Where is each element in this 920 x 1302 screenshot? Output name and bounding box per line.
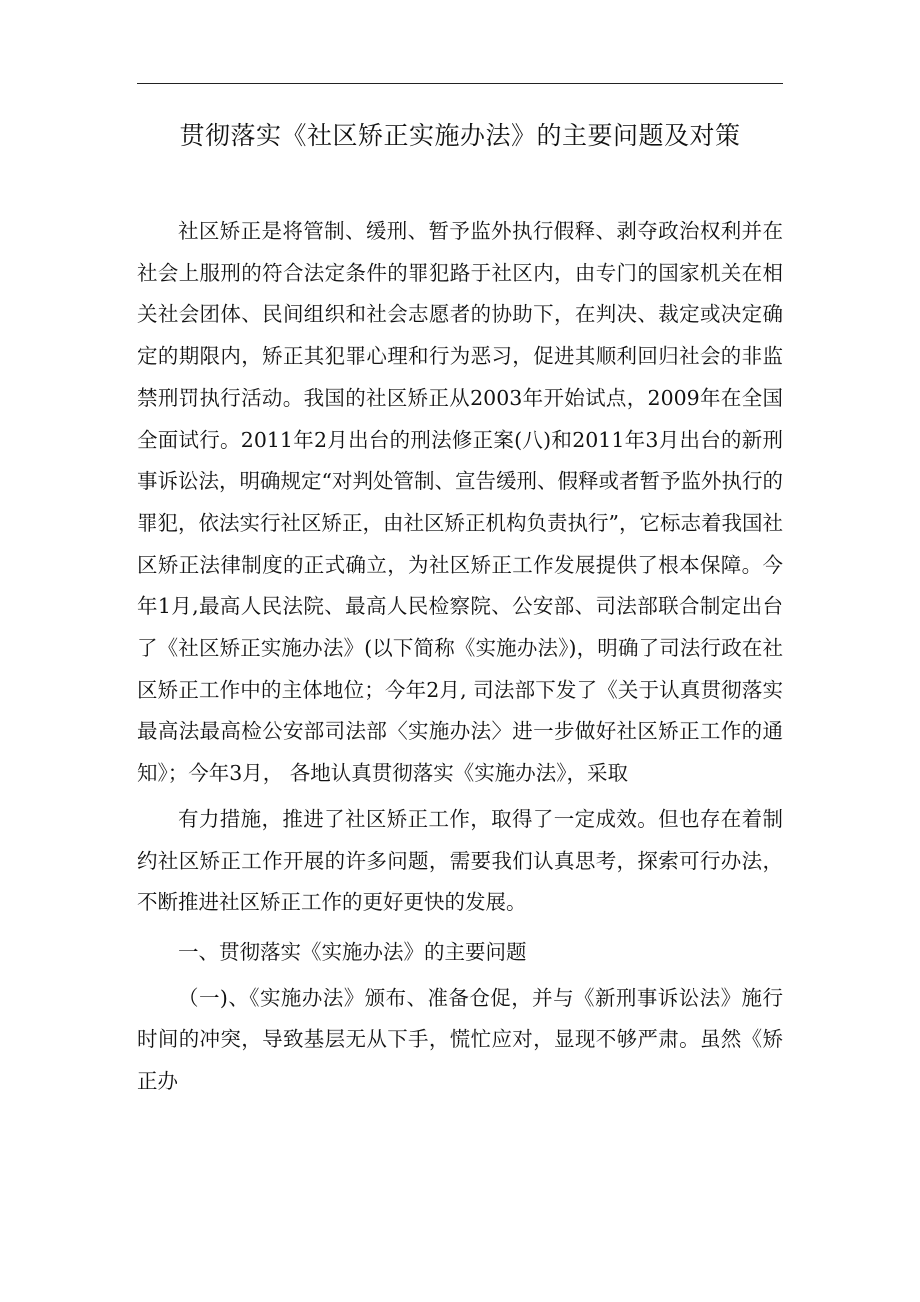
paragraph-measures: 有力措施，推进了社区矫正工作，取得了一定成效。但也存在着制约社区矫正工作开展的许多问题，需要我们认真思考，探索可行办法，不断推进社区矫正工作的更好更快的发展。 bbox=[137, 806, 783, 915]
paragraph-intro: 社区矫正是将管制、缓刑、暂予监外执行假释、剥夺政治权利并在社会上服刑的符合法定条件的罪犯路于社区内，由专门的国家机关在相关社会团体、民间组织和社会志愿者的协助下，在判决、裁定或决定确定的期限内，矫正其犯罪心理和行为恶习，促进其顺利回归社会的非监禁刑罚执行活动。我国的社区矫正从2003年开始试点，2009年在全国全面试行。2011年2月出台的刑法修正案(八)和2011年3月出台的新刑事诉讼法，明确规定“对判处管制、宣告缓刑、假释或者暂予监外执行的罪犯，依法实行社区矫正，由社区矫正机构负责执行”，它标志着我国社区矫正法律制度的正式确立，为社区矫正工作发展提供了根本保障。今年1月,最高人民法院、最高人民检察院、公安部、司法部联合制定出台了《社区矫正实施办法》(以下简称《实施办法》)，明确了司法行政在社区矫正工作中的主体地位；今年2月, 司法部下发了《关于认真贯彻落实最高法最高检公安部司法部〈实施办法〉进一步做好社区矫正工作的通知》；今年3月， 各地认真贯彻落实《实施办法》，采取 bbox=[137, 219, 783, 786]
paragraph-issue-one: （一)、《实施办法》颁布、准备仓促，并与《新刑事诉讼法》施行时间的冲突，导致基层无从下手，慌忙应对，显现不够严肃。虽然《矫正办 bbox=[137, 985, 783, 1094]
section-heading: 一、贯彻落实《实施办法》的主要问题 bbox=[178, 939, 527, 964]
document-title: 贯彻落实《社区矫正实施办法》的主要问题及对策 bbox=[179, 121, 741, 150]
header-rule bbox=[137, 83, 783, 84]
document-body bbox=[137, 211, 783, 1103]
